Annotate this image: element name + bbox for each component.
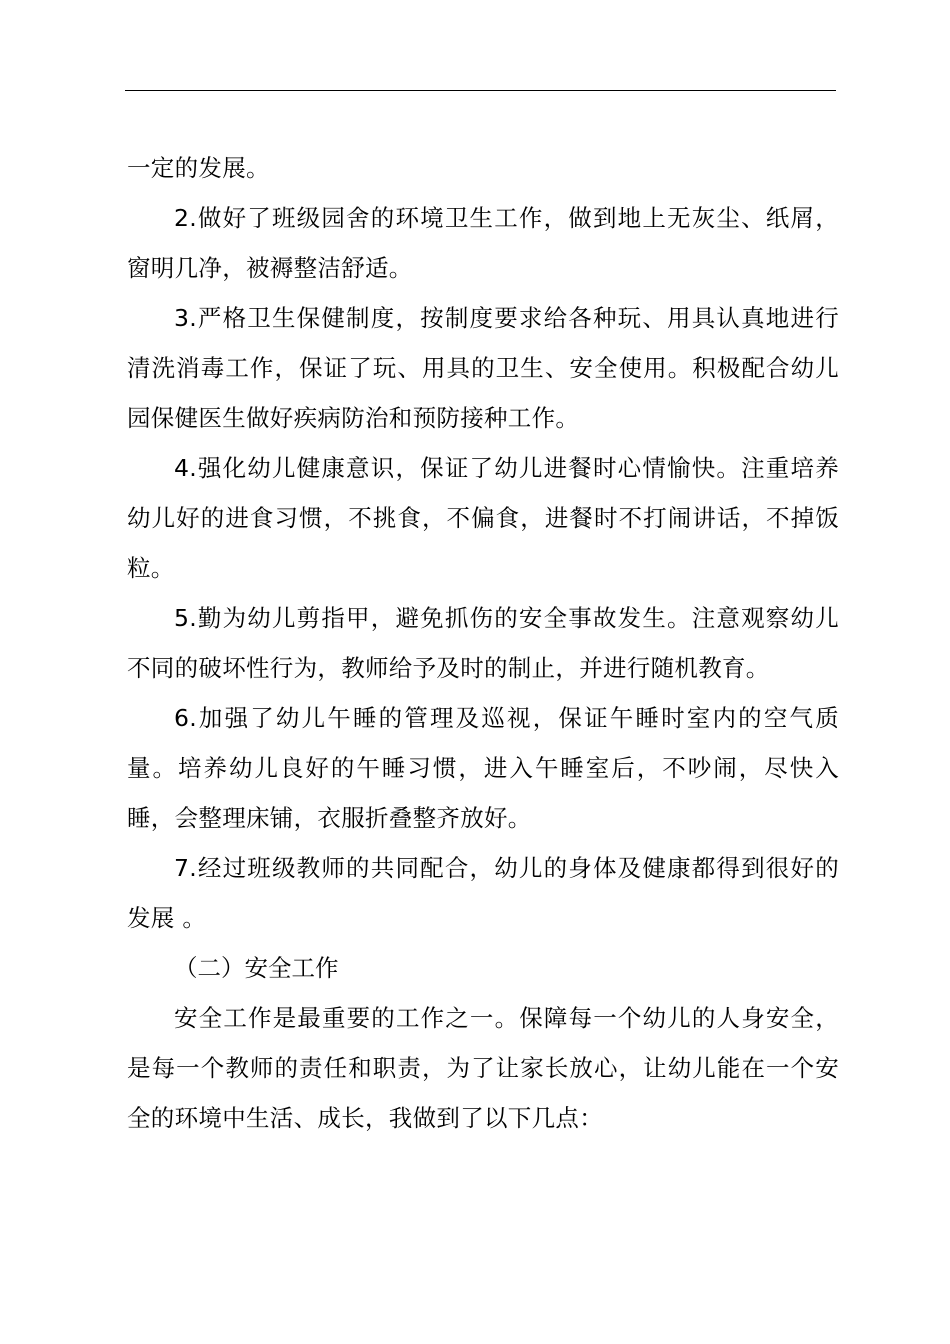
- paragraph-item-4: 4.强化幼儿健康意识，保证了幼儿进餐时心情愉快。注重培养幼儿好的进食习惯，不挑食，不偏食，进餐时不打闹讲话，不掉饭粒。: [127, 454, 839, 582]
- header-rule: [125, 90, 836, 91]
- paragraph-item-3: 3.严格卫生保健制度，按制度要求给各种玩、用具认真地进行清洗消毒工作，保证了玩、用具的卫生、安全使用。积极配合幼儿园保健医生做好疾病防治和预防接种工作。: [127, 304, 839, 432]
- paragraph-item-5: 5.勤为幼儿剪指甲，避免抓伤的安全事故发生。注意观察幼儿不同的破坏性行为，教师给予及时的制止，并进行随机教育。: [127, 604, 839, 682]
- paragraph-safety-intro: 安全工作是最重要的工作之一。保障每一个幼儿的人身安全，是每一个教师的责任和职责，为了让家长放心，让幼儿能在一个安全的环境中生活、成长，我做到了以下几点：: [127, 1004, 839, 1132]
- document-body: [127, 143, 839, 1143]
- paragraph-item-7: 7.经过班级教师的共同配合，幼儿的身体及健康都得到很好的发展 。: [127, 854, 839, 932]
- paragraph-item-2: 2.做好了班级园舍的环境卫生工作，做到地上无灰尘、纸屑，窗明几净，被褥整洁舒适。: [127, 204, 839, 282]
- paragraph-continuation: 一定的发展。: [127, 154, 270, 182]
- paragraph-item-6: 6.加强了幼儿午睡的管理及巡视，保证午睡时室内的空气质量。培养幼儿良好的午睡习惯，进入午睡室后，不吵闹，尽快入睡，会整理床铺，衣服折叠整齐放好。: [127, 704, 839, 832]
- section-heading-safety: （二）安全工作: [174, 954, 339, 982]
